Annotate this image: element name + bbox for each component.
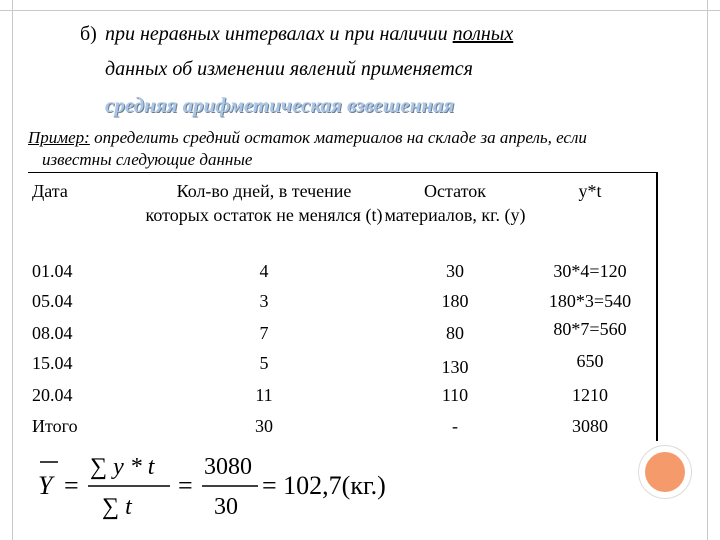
table-cell: 05.04 xyxy=(32,291,73,311)
table-cell: 01.04 xyxy=(32,261,73,281)
table-header-remainder: Остаток материалов, кг. (y) xyxy=(384,181,526,225)
formula-equals-2: = xyxy=(178,471,193,500)
example-line xyxy=(28,128,587,148)
table-cell: 30*4=120 xyxy=(553,261,627,281)
table-cell: 30 xyxy=(255,416,273,436)
example-line-2: известны следующие данные xyxy=(42,150,253,169)
decor-circle xyxy=(645,452,685,492)
table-cell: 3 xyxy=(259,291,269,311)
text-line-1-b: полных xyxy=(452,23,514,45)
table-cell: 30 xyxy=(446,261,464,281)
data-table xyxy=(28,172,658,441)
table-cell: 110 xyxy=(441,385,469,405)
formula-denominator: ∑ t xyxy=(102,494,132,520)
table-cell: 4 xyxy=(259,261,269,281)
table-cell: 20.04 xyxy=(32,385,73,405)
formula-den-value: 30 xyxy=(214,494,238,520)
example-label: Пример: xyxy=(28,128,90,147)
table-header-days: Кол-во дней, в течение которых остаток не менялся (t) xyxy=(145,181,383,225)
table-cell: 3080 xyxy=(572,416,608,436)
list-marker: б) xyxy=(80,23,97,45)
formula-equals-1: = xyxy=(64,471,79,500)
text-line-2: данных об изменении явлений применяется xyxy=(105,58,473,80)
table-cell: 180 xyxy=(441,291,469,311)
table-cell: 650 xyxy=(576,351,604,371)
table-header-date: Дата xyxy=(32,181,68,201)
text-line-1-a: при неравных интервалах и при наличии xyxy=(105,23,453,45)
table-cell: 1210 xyxy=(572,385,608,405)
table-cell: 11 xyxy=(255,385,273,405)
table-cell: 7 xyxy=(259,323,269,343)
table-cell: 80*7=560 xyxy=(553,319,627,339)
table-cell: - xyxy=(452,416,458,436)
table-header-yt: y*t xyxy=(578,181,602,201)
text-line-1 xyxy=(105,23,513,46)
table-cell: Итого xyxy=(32,416,78,436)
formula-result: = 102,7(кг.) xyxy=(262,471,386,500)
table-cell: 180*3=540 xyxy=(548,291,632,311)
frame-line-left xyxy=(12,0,13,540)
frame-line-right xyxy=(707,0,708,540)
table-cell: 130 xyxy=(441,357,469,377)
table-cell: 80 xyxy=(446,323,464,343)
weighted-mean-formula xyxy=(38,452,398,522)
frame-line-top xyxy=(0,10,720,11)
table-cell: 5 xyxy=(259,353,269,373)
table-cell: 08.04 xyxy=(32,323,73,343)
formula-lhs: Y xyxy=(38,471,53,500)
formula-numerator: ∑ y * t xyxy=(90,454,155,480)
table-cell: 15.04 xyxy=(32,353,73,373)
formula-num-value: 3080 xyxy=(204,454,252,480)
highlight-term: средняя арифметическая взвешенная xyxy=(105,93,455,117)
example-text: определить средний остаток материалов на складе за апрель, если xyxy=(89,128,587,147)
